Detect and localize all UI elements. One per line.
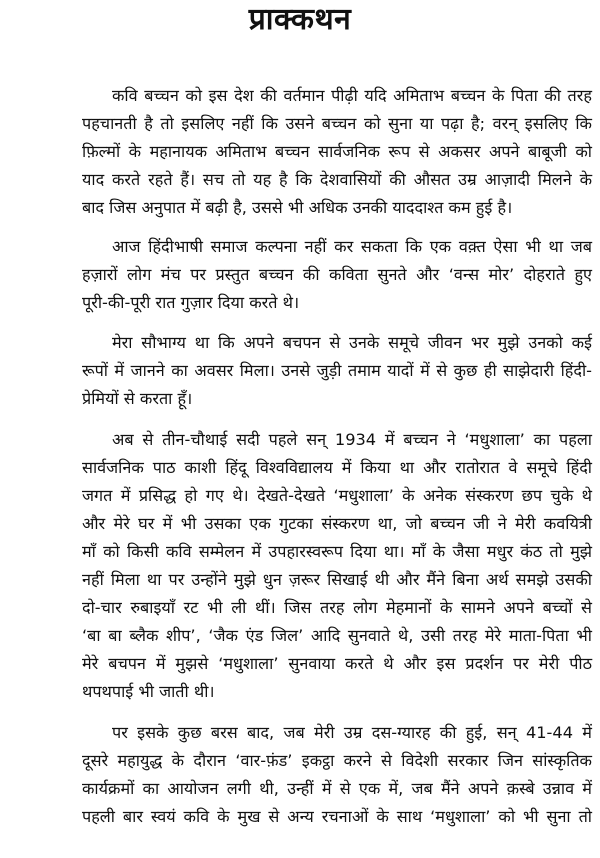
paragraph-4-line-2: सार्वजनिक पाठ काशी हिंदू विश्वविद्यालय में किया था और रातोरात वे समूचे हिंदी: [82, 458, 592, 477]
paragraph-4-line-7: दो-चार रुबाइयाँ रट भी ली थीं। जिस तरह लोग मेहमानों के सामने अपने बच्चों से: [82, 598, 592, 617]
paragraph-1-line-1: कवि बच्चन को इस देश की वर्तमान पीढ़ी यदि अमिताभ बच्चन के पिता की तरह: [112, 86, 592, 105]
paragraph-4-line-4: और मेरे घर में भी उसका एक गुटका संस्करण था, जो बच्चन जी ने मेरी कवयित्री: [82, 514, 592, 533]
paragraph-4-line-6: नहीं मिला था पर उन्होंने मुझे धुन ज़रूर सिखाई थी और मैंने बिना अर्थ समझे उसकी: [82, 570, 592, 589]
paragraph-1-line-4: याद करते रहते हैं। सच तो यह है कि देशवासियों की औसत उम्र आज़ादी मिलने के: [82, 170, 592, 189]
paragraph-4-line-10: थपथपाई भी जाती थी।: [82, 682, 215, 701]
paragraph-5-line-3: कार्यक्रमों का आयोजन लगी थी, उन्हीं में से एक में, जब मैंने अपने क़स्बे उन्नाव में: [82, 779, 592, 798]
paragraph-5-line-4: पहली बार स्वयं कवि के मुख से अन्य रचनाओं के साथ ‘मधुशाला’ को भी सुना तो: [82, 807, 592, 826]
paragraph-4-line-5: माँ को किसी कवि सम्मेलन में उपहारस्वरूप दिया था। माँ के जैसा मधुर कंठ तो मुझे: [82, 542, 592, 561]
paragraph-4-line-8: ‘बा बा ब्लैक शीप’, ‘जैक एंड जिल’ आदि सुनवाते थे, उसी तरह मेरे माता-पिता भी: [82, 626, 592, 645]
paragraph-3-line-3: प्रेमियों से करता हूँ।: [82, 389, 193, 408]
paragraph-1-line-5: बाद जिस अनुपात में बढ़ी है, उससे भी अधिक उनकी याददाश्त कम हुई है।: [82, 198, 513, 217]
paragraph-3-line-2: रूपों में जानने का अवसर मिला। उनसे जुड़ी तमाम यादों में से कुछ ही साझेदारी हिंदी-: [82, 361, 592, 380]
paragraph-1-line-2: पहचानती है तो इसलिए नहीं कि उसने बच्चन को सुना या पढ़ा है; वरन् इसलिए कि: [82, 114, 592, 133]
paragraph-1-line-3: फ़िल्मों के महानायक अमिताभ बच्चन सार्वजनिक रूप से अकसर अपने बाबूजी को: [82, 142, 592, 161]
paragraph-5-line-2: दूसरे महायुद्ध के दौरान ‘वार-फ़ंड’ इकट्ठा करने से विदेशी सरकार जिन सांस्कृतिक: [82, 751, 592, 770]
paragraph-4-line-3: जगत में प्रसिद्ध हो गए थे। देखते-देखते ‘मधुशाला’ के अनेक संस्करण छप चुके थे: [82, 486, 592, 505]
paragraph-4-line-1: अब से तीन-चौथाई सदी पहले सन् 1934 में बच्चन ने ‘मधुशाला’ का पहला: [112, 430, 592, 449]
page-title: प्राक्कथन: [248, 2, 352, 37]
paragraph-2-line-3: पूरी-की-पूरी रात गुज़ार दिया करते थे।: [82, 293, 300, 312]
paragraph-2-line-1: आज हिंदीभाषी समाज कल्पना नहीं कर सकता कि एक वक़्त ऐसा भी था जब: [112, 237, 592, 256]
paragraph-4-line-9: मेरे बचपन में मुझसे ‘मधुशाला’ सुनवाया करते थे और इस प्रदर्शन पर मेरी पीठ: [82, 654, 592, 673]
paragraph-3-line-1: मेरा सौभाग्य था कि अपने बचपन से उनके समूचे जीवन भर मुझे उनको कई: [112, 333, 592, 352]
paragraph-5-line-1: पर इसके कुछ बरस बाद, जब मेरी उम्र दस-ग्यारह की हुई, सन् 41-44 में: [112, 723, 592, 742]
paragraph-2-line-2: हज़ारों लोग मंच पर प्रस्तुत बच्चन की कविता सुनते और ‘वन्स मोर’ दोहराते हुए: [82, 265, 592, 284]
